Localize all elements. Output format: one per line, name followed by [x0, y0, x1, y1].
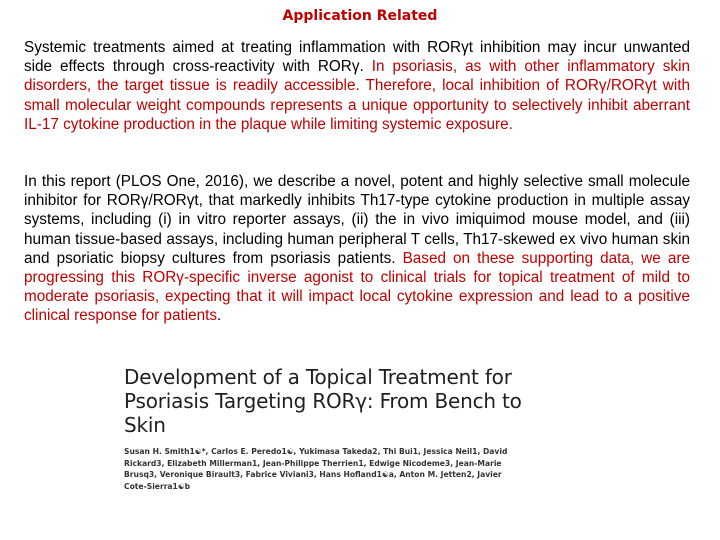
- paragraph-systemic-treatments: [24, 38, 690, 134]
- paragraph-highlight-text: Based on these supporting data, we are progressing this RORγ-specific inverse agonist to clinical trials for topical treatment of mild to moderate psoriasis, expecting that it will impact local cytokine expression and lead to a positive clinical response for patients: [24, 249, 690, 325]
- paper-title: [124, 365, 544, 437]
- paragraph-report-summary: [24, 172, 690, 326]
- paragraph-plain-text: In this report (PLOS One, 2016), we describe a novel, potent and highly selective small molecule inhibitor for RORγ/RORγt, that markedly inhibits Th17-type cytokine production in multiple assay systems, including (i) in vitro reporter assays, (ii) the in vivo imiquimod mouse model, and (iii) human tissue-based assays, including human peripheral T cells, Th17-skewed ex vivo human skin and psoriatic biopsy cultures from psoriasis patients.: [24, 173, 690, 267]
- paper-excerpt-image: [124, 365, 544, 492]
- paragraph-plain-text: Systemic treatments aimed at treating inflammation with RORγt inhibition may incur unwanted side effects through cross-reactivity with RORγ.: [24, 39, 690, 76]
- paper-authors: Susan H. Smith1☯*, Carlos E. Peredo1☯, Yukimasa Takeda2, Thi Bui1, Jessica Neil1, David Rickard3, Elizabeth Millerman1, Jean-Philippe Therrien1, Edwige Nicodeme3, Jean-Marie Brusq3, Veronique Birault3, Fabrice Viviani3, Hans Hofland1☯a, Anton M. Jetten2, Javier Cote-Sierra1☯b: [124, 447, 508, 491]
- paragraph-end-punct: .: [217, 307, 222, 325]
- paper-title-line: Development of a Topical Treatment for: [124, 365, 512, 389]
- paper-title-line: Psoriasis Targeting RORγ: From Bench to Skin: [124, 389, 522, 437]
- section-heading: Application Related: [282, 8, 438, 24]
- paragraph-highlight-text: In psoriasis, as with other inflammatory skin disorders, the target tissue is readily accessible. Therefore, local inhibition of RORγ/RORγt with small molecular weight compounds represents a unique opportunity to selectively inhibit aberrant IL-17 cytokine production in the plaque while limiting systemic exposure.: [24, 58, 690, 133]
